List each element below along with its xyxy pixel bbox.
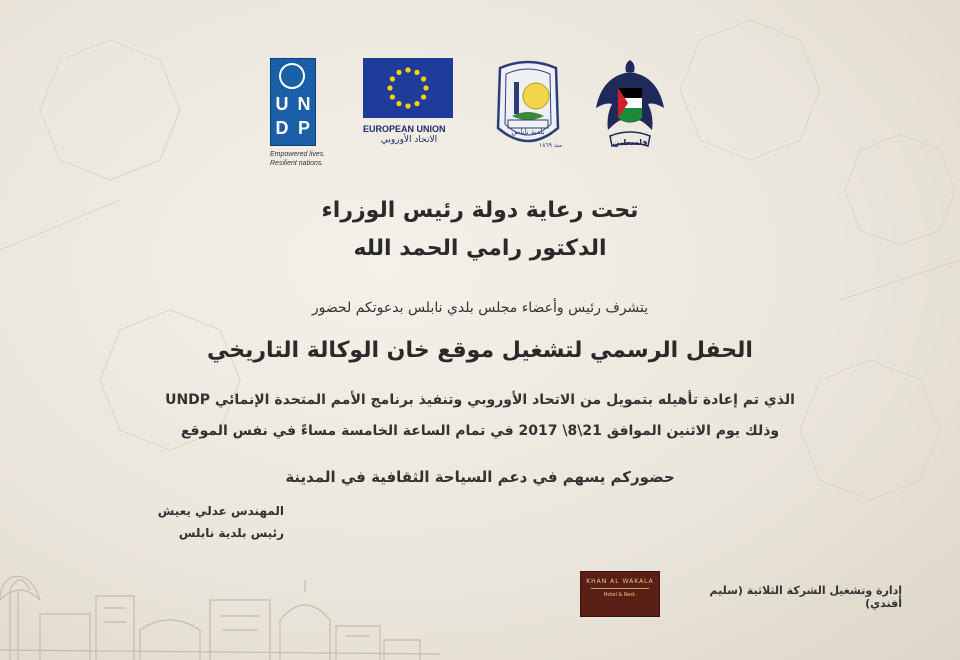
nablus-name: بلدية نابلس: [511, 128, 545, 136]
eu-name-en: EUROPEAN UNION: [363, 124, 446, 134]
funding-line: الذي تم إعادة تأهيله بتمويل من الاتحاد الأوروبي وتنفيذ برنامج الأمم المتحدة الإنمائي UNDP: [165, 392, 795, 408]
undp-letter: P: [297, 118, 310, 138]
invite-line: يتشرف رئيس وأعضاء مجلس بلدي نابلس بدعوتكم لحضور: [311, 300, 649, 316]
signatory-name: المهندس عدلي يعيش: [157, 504, 284, 518]
khan-al-wakala-logo: [580, 571, 660, 617]
closing-line: حضوركم يسهم في دعم السياحة الثقافية في المدينة: [285, 468, 675, 486]
undp-letter: D: [275, 118, 289, 138]
company-logo-bottom: Hotel & Rest.: [603, 592, 637, 598]
patron-name: الدكتور رامي الحمد الله: [353, 236, 607, 261]
eu-stars-icon: [363, 58, 453, 118]
undp-tagline-1: Empowered lives.: [270, 151, 326, 158]
eu-logo: [363, 58, 455, 145]
undp-logo: [270, 58, 330, 168]
palestine-emblem-logo: [592, 58, 668, 162]
undp-tagline-2: Resilient nations.: [270, 160, 324, 167]
patronage-line: تحت رعاية دولة رئيس الوزراء: [321, 198, 639, 223]
company-logo-top: KHAN AL WAKALA: [586, 578, 654, 585]
signatory-title: رئيس بلدية نابلس: [178, 526, 284, 540]
management-credit: إدارة وتشغيل الشركة الثلاثية (سليم أفندي): [709, 584, 902, 610]
undp-logo-box: [270, 58, 316, 146]
nablus-municipality-logo: [492, 58, 564, 160]
nablus-year: منذ ١٨٦٩: [539, 142, 562, 149]
un-globe-icon: [279, 63, 305, 89]
event-title: الحفل الرسمي لتشغيل موقع خان الوكالة التاريخي: [207, 338, 753, 363]
eu-flag-icon: [363, 58, 453, 118]
palestine-name: فلسطين: [612, 138, 648, 147]
undp-letter: U: [275, 94, 289, 114]
date-line: وذلك يوم الاثنين الموافق 21\8\ 2017 في تمام الساعة الخامسة مساءً في نفس الموقع: [180, 423, 780, 439]
eu-name-ar: الاتحاد الأوروبي: [380, 135, 438, 145]
undp-letter: N: [297, 94, 311, 114]
old-city-sketch-illustration: [0, 530, 440, 660]
sponsor-logos: [270, 58, 670, 168]
company-logo-divider: [591, 588, 649, 589]
